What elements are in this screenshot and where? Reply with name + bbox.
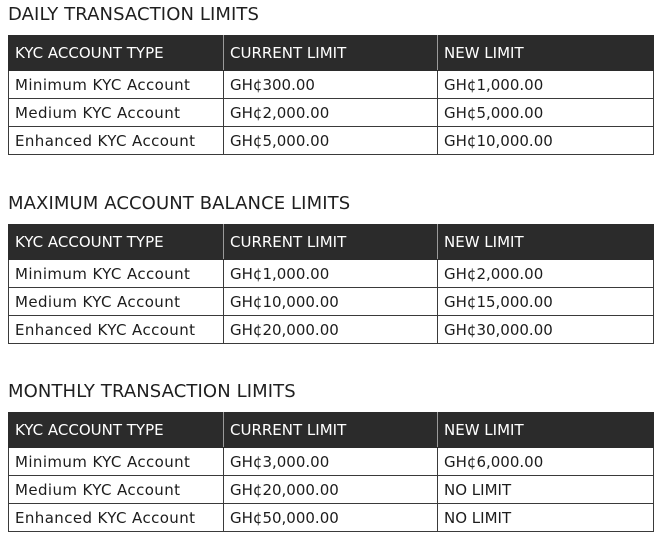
table-header-row <box>9 36 654 71</box>
current-limit-cell: GH¢20,000.00 <box>224 316 438 344</box>
new-limit-cell: GH¢2,000.00 <box>438 260 654 288</box>
account-type-cell: Minimum KYC Account <box>9 71 224 99</box>
header-kyc-account-type: KYC ACCOUNT TYPE <box>9 413 224 448</box>
table-row <box>9 288 654 316</box>
header-kyc-account-type: KYC ACCOUNT TYPE <box>9 225 224 260</box>
header-kyc-account-type: KYC ACCOUNT TYPE <box>9 36 224 71</box>
new-limit-cell: NO LIMIT <box>438 504 654 532</box>
table-row <box>9 127 654 155</box>
daily-transaction-limits-section <box>8 4 653 155</box>
header-current-limit: CURRENT LIMIT <box>224 413 438 448</box>
new-limit-cell: GH¢30,000.00 <box>438 316 654 344</box>
new-limit-cell: GH¢10,000.00 <box>438 127 654 155</box>
table-header-row <box>9 225 654 260</box>
account-type-cell: Minimum KYC Account <box>9 260 224 288</box>
current-limit-cell: GH¢5,000.00 <box>224 127 438 155</box>
new-limit-cell: GH¢6,000.00 <box>438 448 654 476</box>
header-new-limit: NEW LIMIT <box>438 36 654 71</box>
monthly-transaction-limits-section <box>8 381 653 532</box>
header-current-limit: CURRENT LIMIT <box>224 225 438 260</box>
header-new-limit: NEW LIMIT <box>438 413 654 448</box>
account-type-cell: Minimum KYC Account <box>9 448 224 476</box>
header-new-limit: NEW LIMIT <box>438 225 654 260</box>
account-type-cell: Enhanced KYC Account <box>9 504 224 532</box>
limits-table <box>8 35 654 155</box>
current-limit-cell: GH¢20,000.00 <box>224 476 438 504</box>
new-limit-cell: GH¢1,000.00 <box>438 71 654 99</box>
new-limit-cell: GH¢15,000.00 <box>438 288 654 316</box>
current-limit-cell: GH¢3,000.00 <box>224 448 438 476</box>
section-title: MAXIMUM ACCOUNT BALANCE LIMITS <box>8 193 351 214</box>
table-row <box>9 71 654 99</box>
maximum-account-balance-limits-section <box>8 193 653 344</box>
account-type-cell: Enhanced KYC Account <box>9 316 224 344</box>
new-limit-cell: GH¢5,000.00 <box>438 99 654 127</box>
current-limit-cell: GH¢300.00 <box>224 71 438 99</box>
current-limit-cell: GH¢2,000.00 <box>224 99 438 127</box>
table-row <box>9 99 654 127</box>
current-limit-cell: GH¢50,000.00 <box>224 504 438 532</box>
current-limit-cell: GH¢10,000.00 <box>224 288 438 316</box>
table-header-row <box>9 413 654 448</box>
new-limit-cell: NO LIMIT <box>438 476 654 504</box>
table-row <box>9 476 654 504</box>
account-type-cell: Medium KYC Account <box>9 288 224 316</box>
header-current-limit: CURRENT LIMIT <box>224 36 438 71</box>
table-row <box>9 260 654 288</box>
account-type-cell: Medium KYC Account <box>9 476 224 504</box>
table-row <box>9 448 654 476</box>
current-limit-cell: GH¢1,000.00 <box>224 260 438 288</box>
account-type-cell: Enhanced KYC Account <box>9 127 224 155</box>
account-type-cell: Medium KYC Account <box>9 99 224 127</box>
limits-table <box>8 224 654 344</box>
table-row <box>9 316 654 344</box>
section-title: MONTHLY TRANSACTION LIMITS <box>8 381 296 402</box>
section-title: DAILY TRANSACTION LIMITS <box>8 4 260 25</box>
limits-table <box>8 412 654 532</box>
table-row <box>9 504 654 532</box>
